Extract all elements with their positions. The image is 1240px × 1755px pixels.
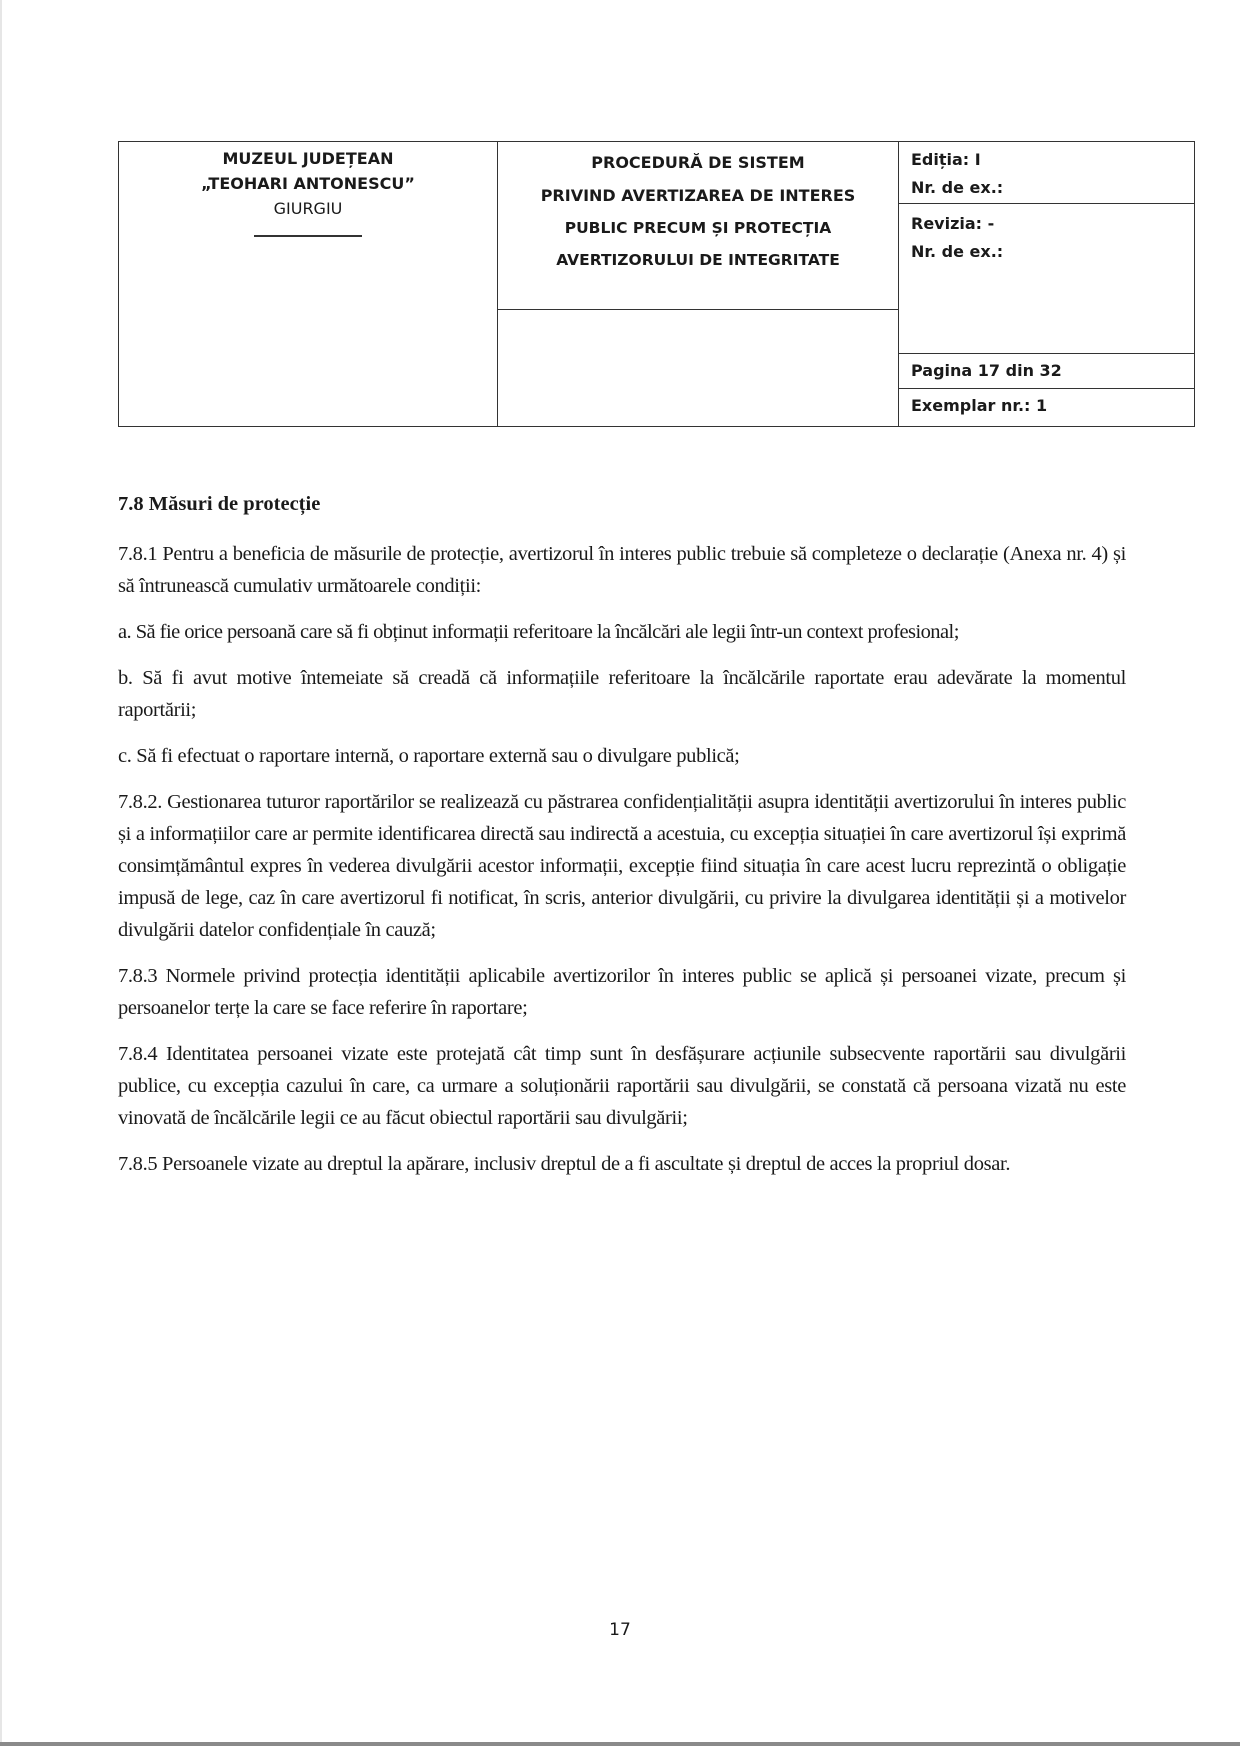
condition-c: c. Să fi efectuat o raportare internă, o raportare externă sau o divulgare publică; (118, 745, 740, 767)
procedure-title-line-4: AVERTIZORULUI DE INTEGRITATE (556, 251, 840, 269)
condition-b: b. Să fi avut motive întemeiate să creadă că informațiile referitoare la încălcările raportate erau adevărate la momentul raportării; (118, 667, 1126, 721)
institution-cell (119, 142, 498, 426)
procedure-title-line-3: PUBLIC PRECUM ȘI PROTECȚIA (564, 219, 832, 237)
institution-name: MUZEUL JUDEȚEAN (222, 149, 394, 168)
paragraph-7-8-1: 7.8.1 Pentru a beneficia de măsurile de protecție, avertizorul în interes public trebuie să completeze o declarație (Anexa nr. 4) și să întrunească cumulativ următoarele condiții: (118, 543, 1126, 597)
page-indicator: Pagina 17 din 32 (899, 354, 1194, 389)
procedure-title-line-2: PRIVIND AVERTIZAREA DE INTERES (540, 186, 856, 205)
signature-line (254, 235, 362, 237)
section-title: 7.8 Măsuri de protecție (118, 493, 321, 515)
condition-a: a. Să fie orice persoană care să fi obținut informații referitoare la încălcări ale legii într-un context profesional; (118, 621, 959, 643)
procedure-title-line-1: PROCEDURĂ DE SISTEM (591, 153, 805, 172)
document-meta-cell (899, 142, 1194, 426)
document-body (118, 488, 1126, 1194)
institution-patron: „TEOHARI ANTONESCU” (201, 174, 415, 193)
paragraph-7-8-5: 7.8.5 Persoanele vizate au dreptul la apărare, inclusiv dreptul de a fi ascultate și dreptul de acces la propriul dosar. (118, 1153, 1011, 1175)
procedure-title-block (498, 142, 898, 310)
paragraph-7-8-3: 7.8.3 Normele privind protecția identității aplicabile avertizorilor în interes public se aplică și persoanei vizate, precum și persoanelor terțe la care se face referire în raportare; (118, 965, 1126, 1019)
revision-label: Revizia: - (911, 214, 995, 233)
scan-edge-bottom (0, 1742, 1240, 1746)
copies-count-2: Nr. de ex.: (911, 242, 1004, 261)
copies-count-1: Nr. de ex.: (911, 178, 1004, 197)
paragraph-7-8-2: 7.8.2. Gestionarea tuturor raportărilor se realizează cu păstrarea confidențialității asupra identității avertizorului în interes public și a informațiilor care ar permite identificarea directă sau indirectă a acestuia, cu excepția situației în care avertizorul își exprimă consimțământul expres în vederea divulgării acestor informații, excepție fiind situația în care acest lucru reprezintă o obligație impusă de lege, caz în care avertizorul fi notificat, în scris, anterior divulgării, cu privire la divulgarea identității și a motivelor divulgării datelor confidențiale în cauză; (118, 791, 1126, 941)
procedure-cell (498, 142, 899, 426)
institution-city: GIURGIU (273, 199, 343, 218)
copy-number: Exemplar nr.: 1 (911, 396, 1048, 415)
edition-block (899, 142, 1194, 204)
edition-label: Ediția: I (911, 150, 981, 169)
scan-edge-left (0, 0, 2, 1742)
revision-block (899, 204, 1194, 354)
header-table (118, 141, 1195, 427)
paragraph-7-8-4: 7.8.4 Identitatea persoanei vizate este protejată cât timp sunt în desfășurare acțiunile subsecvente raportării sau divulgării publice, cu excepția cazului în care, ca urmare a soluționării raportării sau divulgării, se constată că persoana vizată nu este vinovată de încălcările legii ce au făcut obiectul raportării sau divulgării; (118, 1043, 1126, 1129)
page-number: 17 (609, 1620, 631, 1640)
